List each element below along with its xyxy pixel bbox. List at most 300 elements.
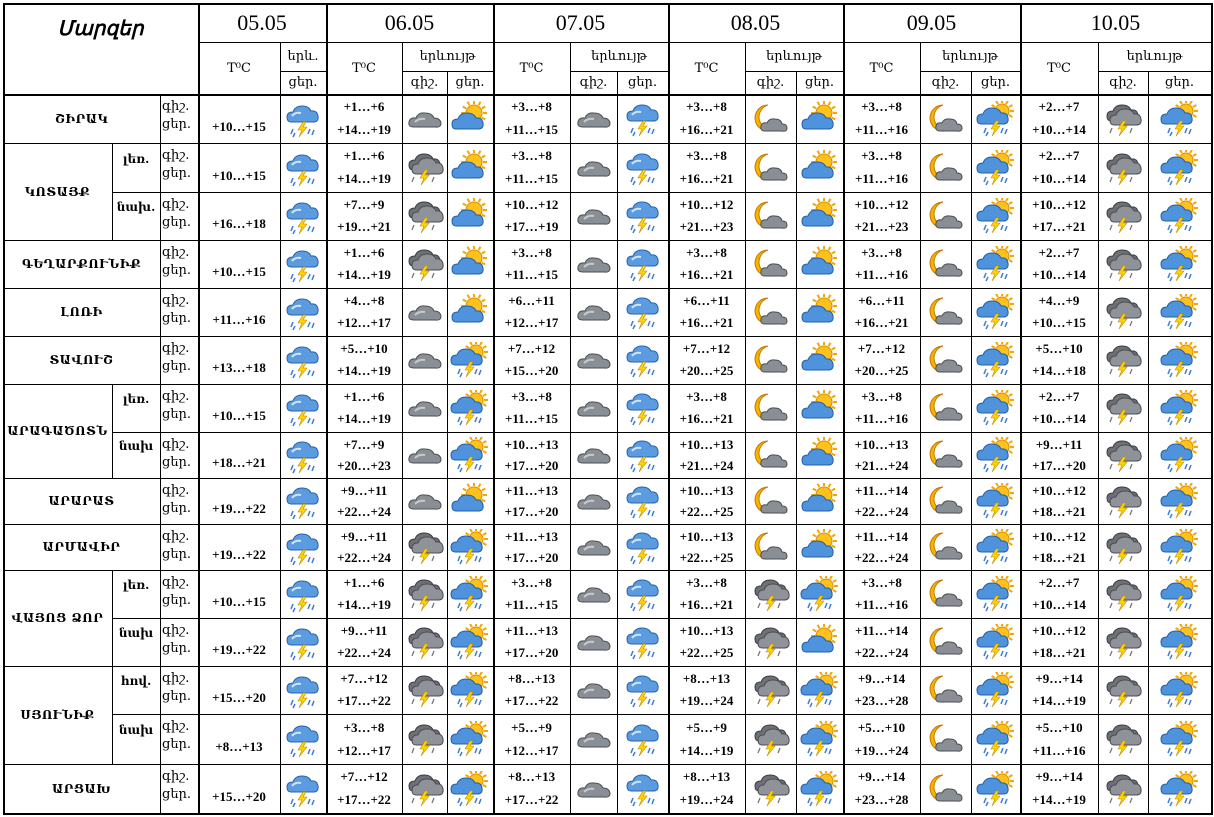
temp-day: +14…+19 bbox=[1032, 791, 1086, 807]
subregion-label: լեռ. bbox=[122, 151, 150, 166]
thunder-cloud-icon bbox=[1098, 435, 1148, 475]
temp-night: +1…+6 bbox=[343, 99, 385, 115]
night-label: գիշ. bbox=[162, 575, 190, 590]
temp-night: +2…+7 bbox=[1038, 245, 1080, 260]
temp-value: +10…+15 bbox=[212, 264, 266, 279]
temp-night: +8…+13 bbox=[682, 769, 731, 785]
thunder-cloud-icon bbox=[402, 717, 447, 761]
temp-day: +11…+15 bbox=[504, 411, 559, 426]
temp-day: +14…+19 bbox=[337, 363, 391, 378]
temp-night: +10…+12 bbox=[1032, 528, 1086, 544]
temp-day: +12…+17 bbox=[504, 742, 559, 758]
sun-cloud-icon bbox=[447, 97, 493, 140]
thunder-cloud-icon bbox=[1098, 621, 1148, 663]
temp-night: +9…+11 bbox=[1035, 436, 1083, 452]
region-name: ԱՐԱՐԱՏ bbox=[48, 494, 115, 508]
thunder-cloud-icon bbox=[1098, 97, 1148, 140]
grid-line bbox=[3, 240, 1211, 241]
region-name: ԳԵՂԱՐՔՈՒՆԻՔ bbox=[21, 257, 142, 271]
thunder-cloud-icon bbox=[1098, 527, 1148, 567]
temp-day: +10…+14 bbox=[1032, 267, 1086, 282]
temp-day: +14…+19 bbox=[337, 121, 391, 137]
thunder-sun-icon bbox=[1148, 146, 1211, 189]
grid-line bbox=[3, 764, 1211, 765]
thunder-sun-icon bbox=[1148, 243, 1211, 285]
thunder-sun-icon bbox=[1148, 97, 1211, 140]
temp-value: +19…+22 bbox=[212, 501, 266, 516]
temp-night: +2…+7 bbox=[1038, 148, 1080, 164]
temp-value: +10…+15 bbox=[212, 167, 266, 183]
thunder-sun-icon bbox=[1148, 717, 1211, 761]
thunder-rain-icon bbox=[617, 339, 668, 381]
region-name: ՍՅՈՒՆԻՔ bbox=[20, 708, 95, 722]
temp-night: +7…+12 bbox=[340, 769, 388, 785]
table-title: Մարզեր bbox=[57, 18, 144, 40]
subregion-label: նախ bbox=[118, 626, 154, 640]
grid-line bbox=[796, 71, 797, 813]
day-label: ցեր. bbox=[162, 166, 192, 181]
temp-day: +11…+16 bbox=[854, 121, 909, 137]
temp-night: +10…+12 bbox=[1032, 482, 1086, 498]
temp-night: +10…+12 bbox=[854, 197, 909, 212]
grid-line bbox=[3, 384, 1211, 385]
grid-line bbox=[112, 570, 113, 666]
thunder-sun-icon bbox=[1148, 195, 1211, 237]
thunder-cloud-icon bbox=[402, 195, 447, 237]
cloud-icon bbox=[570, 527, 617, 567]
thunder-sun-icon bbox=[971, 195, 1020, 237]
temp-night: +5…+9 bbox=[511, 719, 552, 735]
moon-cloud-icon bbox=[920, 481, 971, 521]
temp-value: +19…+22 bbox=[212, 547, 266, 562]
moon-cloud-icon bbox=[920, 291, 971, 333]
temp-day: +16…+21 bbox=[679, 267, 734, 282]
sun-cloud-icon bbox=[796, 435, 843, 475]
cloud-icon bbox=[570, 435, 617, 475]
night-header: գիշ. bbox=[931, 75, 960, 90]
moon-cloud-icon bbox=[745, 243, 796, 285]
thunder-sun-icon bbox=[971, 291, 1020, 333]
cloud-icon bbox=[570, 717, 617, 761]
cloud-icon bbox=[570, 195, 617, 237]
thunder-sun-icon bbox=[971, 621, 1020, 663]
temp-night: +3…+8 bbox=[686, 245, 727, 260]
grid-line bbox=[3, 813, 1211, 814]
grid-line bbox=[570, 42, 571, 813]
temp-night: +5…+10 bbox=[1035, 341, 1083, 356]
thunder-sun-icon bbox=[447, 339, 493, 381]
temp-day: +18…+21 bbox=[1032, 549, 1086, 565]
thunder-sun-icon bbox=[971, 339, 1020, 381]
temp-day: +16…+21 bbox=[679, 597, 734, 612]
moon-cloud-icon bbox=[745, 387, 796, 429]
day-label: ցեր. bbox=[162, 593, 192, 608]
thunder-cloud-icon bbox=[745, 669, 796, 711]
temp-night: +3…+8 bbox=[861, 148, 902, 164]
thunder-sun-icon bbox=[447, 573, 493, 615]
thunder-rain-icon bbox=[280, 340, 326, 382]
thunder-cloud-icon bbox=[1098, 243, 1148, 285]
thunder-sun-icon bbox=[447, 527, 493, 567]
temp-day: +10…+15 bbox=[1032, 315, 1086, 330]
thunder-sun-icon bbox=[971, 387, 1020, 429]
temp-day: +11…+16 bbox=[854, 267, 909, 282]
grid-line bbox=[198, 3, 200, 815]
moon-cloud-icon bbox=[920, 97, 971, 140]
temp-day: +14…+19 bbox=[337, 411, 391, 426]
moon-cloud-icon bbox=[745, 339, 796, 381]
thunder-cloud-icon bbox=[402, 146, 447, 189]
temp-day: +17…+22 bbox=[504, 791, 559, 807]
temp-header: T⁰C bbox=[1047, 60, 1071, 76]
grid-line bbox=[326, 3, 328, 815]
thunder-rain-icon bbox=[617, 97, 668, 140]
temp-day: +17…+20 bbox=[504, 503, 559, 519]
temp-night: +6…+11 bbox=[683, 293, 730, 308]
temp-day: +11…+15 bbox=[504, 597, 559, 612]
temp-night: +9…+11 bbox=[340, 623, 388, 638]
date-header: 09.05 bbox=[906, 9, 957, 35]
sun-cloud-icon bbox=[796, 146, 843, 189]
region-name: ԼՈՌԻ bbox=[60, 305, 103, 319]
temp-night: +3…+8 bbox=[343, 719, 385, 735]
night-label: գիշ. bbox=[162, 389, 190, 404]
phenomenon-header: երևույթ bbox=[1126, 49, 1183, 64]
night-label: գիշ. bbox=[162, 341, 190, 356]
date-header: 07.05 bbox=[555, 9, 606, 35]
temp-night: +5…+9 bbox=[686, 719, 727, 735]
subregion-label: նախ bbox=[118, 439, 154, 453]
thunder-cloud-icon bbox=[1098, 387, 1148, 429]
thunder-cloud-icon bbox=[402, 621, 447, 663]
temp-night: +11…+13 bbox=[504, 623, 559, 638]
grid-line bbox=[1098, 42, 1099, 813]
day-label: ցեր. bbox=[162, 455, 192, 470]
cloud-icon bbox=[570, 243, 617, 285]
thunder-rain-icon bbox=[280, 622, 326, 664]
thunder-rain-icon bbox=[280, 196, 326, 238]
temp-day: +19…+21 bbox=[337, 219, 391, 234]
grid-line bbox=[112, 666, 113, 764]
temp-value: +19…+22 bbox=[212, 642, 266, 657]
temp-night: +11…+14 bbox=[854, 623, 909, 638]
temp-night: +11…+14 bbox=[854, 482, 909, 498]
temp-day: +19…+24 bbox=[854, 742, 909, 758]
thunder-rain-icon bbox=[617, 195, 668, 237]
thunder-sun-icon bbox=[971, 146, 1020, 189]
temp-day: +16…+21 bbox=[679, 121, 734, 137]
thunder-sun-icon bbox=[796, 717, 843, 761]
grid-line bbox=[493, 3, 495, 815]
temp-day: +17…+20 bbox=[504, 645, 559, 660]
grid-line bbox=[843, 3, 845, 815]
day-header: ցեր. bbox=[288, 75, 318, 90]
thunder-sun-icon bbox=[1148, 527, 1211, 567]
temp-night: +3…+8 bbox=[511, 148, 552, 164]
temp-day: +22…+24 bbox=[337, 645, 391, 660]
moon-cloud-icon bbox=[920, 527, 971, 567]
cloud-icon bbox=[570, 669, 617, 711]
thunder-rain-icon bbox=[280, 292, 326, 334]
temp-night: +10…+13 bbox=[504, 436, 559, 452]
temp-night: +3…+8 bbox=[511, 99, 552, 115]
temp-night: +1…+6 bbox=[343, 389, 385, 404]
thunder-sun-icon bbox=[1148, 621, 1211, 663]
temp-day: +10…+14 bbox=[1032, 121, 1086, 137]
temp-night: +6…+11 bbox=[508, 293, 555, 308]
temp-day: +22…+25 bbox=[679, 549, 734, 565]
temp-day: +22…+25 bbox=[679, 503, 734, 519]
grid-line bbox=[3, 336, 1211, 337]
thunder-cloud-icon bbox=[745, 621, 796, 663]
temp-day: +14…+19 bbox=[337, 267, 391, 282]
grid-line bbox=[1148, 71, 1149, 813]
temp-day: +22…+24 bbox=[854, 503, 909, 519]
subregion-label: լեռ. bbox=[122, 578, 150, 592]
temp-night: +2…+7 bbox=[1038, 575, 1080, 590]
temp-day: +19…+24 bbox=[679, 693, 734, 708]
temp-day: +22…+24 bbox=[854, 645, 909, 660]
temp-night: +3…+8 bbox=[861, 245, 902, 260]
day-label: ցեր. bbox=[162, 787, 192, 802]
temp-day: +17…+20 bbox=[504, 549, 559, 565]
grid-line bbox=[745, 71, 843, 72]
day-label: ցեր. bbox=[162, 689, 192, 704]
thunder-rain-icon bbox=[280, 244, 326, 286]
thunder-sun-icon bbox=[447, 435, 493, 475]
temp-day: +14…+18 bbox=[1032, 363, 1086, 378]
temp-day: +11…+16 bbox=[854, 411, 909, 426]
temp-day: +18…+21 bbox=[1032, 503, 1086, 519]
day-header: ցեր. bbox=[804, 75, 835, 90]
thunder-sun-icon bbox=[1148, 669, 1211, 711]
thunder-cloud-icon bbox=[745, 573, 796, 615]
temp-night: +3…+8 bbox=[686, 99, 727, 115]
temp-night: +10…+13 bbox=[679, 623, 734, 638]
grid-line bbox=[3, 524, 1211, 525]
subregion-label: նախ bbox=[118, 723, 154, 737]
night-header: գիշ. bbox=[410, 75, 439, 90]
day-header: ցեր. bbox=[455, 75, 485, 90]
grid-line bbox=[3, 666, 1211, 667]
date-header: 05.05 bbox=[237, 9, 287, 35]
temp-night: +2…+7 bbox=[1038, 99, 1080, 115]
temp-night: +10…+12 bbox=[1032, 197, 1086, 212]
thunder-rain-icon bbox=[280, 718, 326, 762]
subregion-label: հով. bbox=[120, 674, 152, 688]
grid-line bbox=[745, 42, 746, 813]
thunder-cloud-icon bbox=[745, 717, 796, 761]
night-label: գիշ. bbox=[162, 483, 190, 498]
grid-line bbox=[112, 432, 1211, 433]
temp-value: +16…+18 bbox=[212, 216, 266, 231]
thunder-cloud-icon bbox=[1098, 339, 1148, 381]
moon-cloud-icon bbox=[745, 291, 796, 333]
thunder-cloud-icon bbox=[1098, 146, 1148, 189]
grid-line bbox=[447, 71, 448, 813]
temp-day: +17…+20 bbox=[504, 457, 559, 473]
temp-day: +12…+17 bbox=[504, 315, 559, 330]
cloud-icon bbox=[402, 97, 447, 140]
sun-cloud-icon bbox=[796, 195, 843, 237]
moon-cloud-icon bbox=[920, 717, 971, 761]
thunder-rain-icon bbox=[617, 146, 668, 189]
night-header: գիշ. bbox=[756, 75, 785, 90]
temp-day: +10…+14 bbox=[1032, 597, 1086, 612]
temp-day: +11…+15 bbox=[504, 170, 559, 186]
temp-day: +12…+17 bbox=[337, 742, 391, 758]
sun-cloud-icon bbox=[796, 481, 843, 521]
temp-day: +11…+16 bbox=[854, 170, 909, 186]
grid-line bbox=[112, 384, 113, 478]
temp-night: +11…+13 bbox=[504, 482, 559, 498]
temp-night: +8…+13 bbox=[507, 671, 556, 686]
temp-header: T⁰C bbox=[519, 60, 544, 76]
thunder-rain-icon bbox=[617, 435, 668, 475]
night-label: գիշ. bbox=[162, 529, 190, 544]
region-name: ԿՈՏԱՅՔ bbox=[24, 184, 91, 199]
grid-line bbox=[280, 42, 281, 813]
thunder-cloud-icon bbox=[402, 243, 447, 285]
date-header: 06.05 bbox=[384, 9, 435, 35]
thunder-sun-icon bbox=[1148, 339, 1211, 381]
day-label: ցեր. bbox=[162, 737, 192, 752]
day-header: ցեր. bbox=[980, 75, 1011, 90]
temp-night: +3…+8 bbox=[861, 389, 902, 404]
grid-line bbox=[112, 618, 1211, 619]
day-label: ցեր. bbox=[162, 407, 192, 422]
temp-header: T⁰C bbox=[869, 60, 894, 76]
grid-line bbox=[570, 71, 668, 72]
temp-day: +11…+16 bbox=[854, 597, 909, 612]
cloud-icon bbox=[402, 481, 447, 521]
temp-day: +17…+22 bbox=[504, 693, 559, 708]
night-label: գիշ. bbox=[162, 671, 190, 686]
grid-line bbox=[160, 94, 161, 813]
temp-day: +21…+23 bbox=[854, 219, 909, 234]
temp-night: +7…+9 bbox=[343, 197, 385, 212]
cloud-icon bbox=[402, 387, 447, 429]
cloud-icon bbox=[570, 97, 617, 140]
grid-line bbox=[920, 42, 921, 813]
temp-day: +20…+25 bbox=[679, 363, 734, 378]
temp-day: +19…+24 bbox=[679, 791, 734, 807]
temp-day: +17…+22 bbox=[337, 791, 391, 807]
thunder-cloud-icon bbox=[1098, 669, 1148, 711]
thunder-rain-icon bbox=[617, 573, 668, 615]
temp-night: +1…+6 bbox=[343, 575, 385, 590]
region-name: ԱՐՄԱՎԻՐ bbox=[42, 540, 121, 554]
temp-day: +16…+21 bbox=[679, 315, 734, 330]
table-border-right bbox=[1211, 3, 1213, 815]
day-label: ցեր. bbox=[162, 547, 192, 562]
temp-night: +8…+13 bbox=[507, 769, 556, 785]
temp-day: +14…+19 bbox=[337, 170, 391, 186]
temp-night: +9…+11 bbox=[340, 482, 388, 498]
temp-night: +3…+8 bbox=[686, 148, 727, 164]
cloud-icon bbox=[570, 621, 617, 663]
thunder-sun-icon bbox=[1148, 291, 1211, 333]
temp-night: +9…+14 bbox=[1035, 671, 1083, 686]
temp-night: +4…+8 bbox=[343, 293, 385, 308]
temp-night: +7…+12 bbox=[857, 341, 906, 356]
moon-cloud-icon bbox=[920, 339, 971, 381]
table-border-left bbox=[3, 3, 5, 815]
temp-value: +11…+16 bbox=[212, 312, 266, 327]
thunder-sun-icon bbox=[971, 669, 1020, 711]
temp-header: T⁰C bbox=[227, 60, 251, 76]
temp-night: +5…+10 bbox=[1035, 719, 1083, 735]
region-name: ԱՐՑԱԽ bbox=[51, 781, 112, 796]
grid-line bbox=[280, 71, 326, 72]
subregion-label: նախ. bbox=[116, 200, 156, 214]
cloud-icon bbox=[570, 481, 617, 521]
moon-cloud-icon bbox=[920, 669, 971, 711]
temp-night: +9…+14 bbox=[1035, 769, 1083, 785]
temp-day: +18…+21 bbox=[1032, 645, 1086, 660]
thunder-cloud-icon bbox=[402, 573, 447, 615]
moon-cloud-icon bbox=[920, 146, 971, 189]
temp-night: +8…+13 bbox=[682, 671, 731, 686]
thunder-sun-icon bbox=[1148, 435, 1211, 475]
temp-value: +15…+20 bbox=[212, 690, 266, 705]
temp-day: +14…+19 bbox=[679, 742, 734, 758]
sun-cloud-icon bbox=[796, 243, 843, 285]
thunder-sun-icon bbox=[447, 621, 493, 663]
temp-night: +6…+11 bbox=[858, 293, 905, 308]
day-label: ցեր. bbox=[162, 215, 192, 230]
temp-day: +11…+15 bbox=[504, 267, 559, 282]
temp-night: +7…+12 bbox=[682, 341, 731, 356]
temp-header: T⁰C bbox=[694, 60, 719, 76]
temp-value: +18…+21 bbox=[212, 455, 266, 470]
night-label: գիշ. bbox=[162, 719, 190, 734]
moon-cloud-icon bbox=[920, 195, 971, 237]
temp-day: +14…+19 bbox=[337, 597, 391, 612]
thunder-rain-icon bbox=[280, 388, 326, 430]
cloud-icon bbox=[402, 339, 447, 381]
thunder-rain-icon bbox=[280, 436, 326, 476]
grid-line bbox=[3, 143, 1211, 144]
temp-day: +20…+25 bbox=[854, 363, 909, 378]
grid-line bbox=[971, 71, 972, 813]
night-label: գիշ. bbox=[162, 148, 190, 163]
thunder-rain-icon bbox=[617, 621, 668, 663]
thunder-rain-icon bbox=[617, 767, 668, 810]
temp-day: +17…+20 bbox=[1032, 457, 1086, 473]
sun-cloud-icon bbox=[796, 527, 843, 567]
temp-day: +14…+19 bbox=[1032, 693, 1086, 708]
thunder-rain-icon bbox=[280, 768, 326, 811]
thunder-rain-icon bbox=[617, 669, 668, 711]
thunder-rain-icon bbox=[617, 387, 668, 429]
thunder-sun-icon bbox=[1148, 387, 1211, 429]
night-header: գիշ. bbox=[1109, 75, 1137, 90]
temp-day: +12…+17 bbox=[337, 315, 391, 330]
temp-day: +10…+14 bbox=[1032, 170, 1086, 186]
sun-cloud-icon bbox=[796, 291, 843, 333]
thunder-rain-icon bbox=[280, 482, 326, 522]
thunder-sun-icon bbox=[447, 767, 493, 810]
thunder-sun-icon bbox=[1148, 573, 1211, 615]
temp-night: +3…+8 bbox=[511, 575, 552, 590]
thunder-cloud-icon bbox=[1098, 481, 1148, 521]
temp-day: +22…+24 bbox=[854, 549, 909, 565]
sun-cloud-icon bbox=[796, 387, 843, 429]
temp-day: +17…+22 bbox=[337, 693, 391, 708]
cloud-icon bbox=[570, 573, 617, 615]
moon-cloud-icon bbox=[920, 435, 971, 475]
